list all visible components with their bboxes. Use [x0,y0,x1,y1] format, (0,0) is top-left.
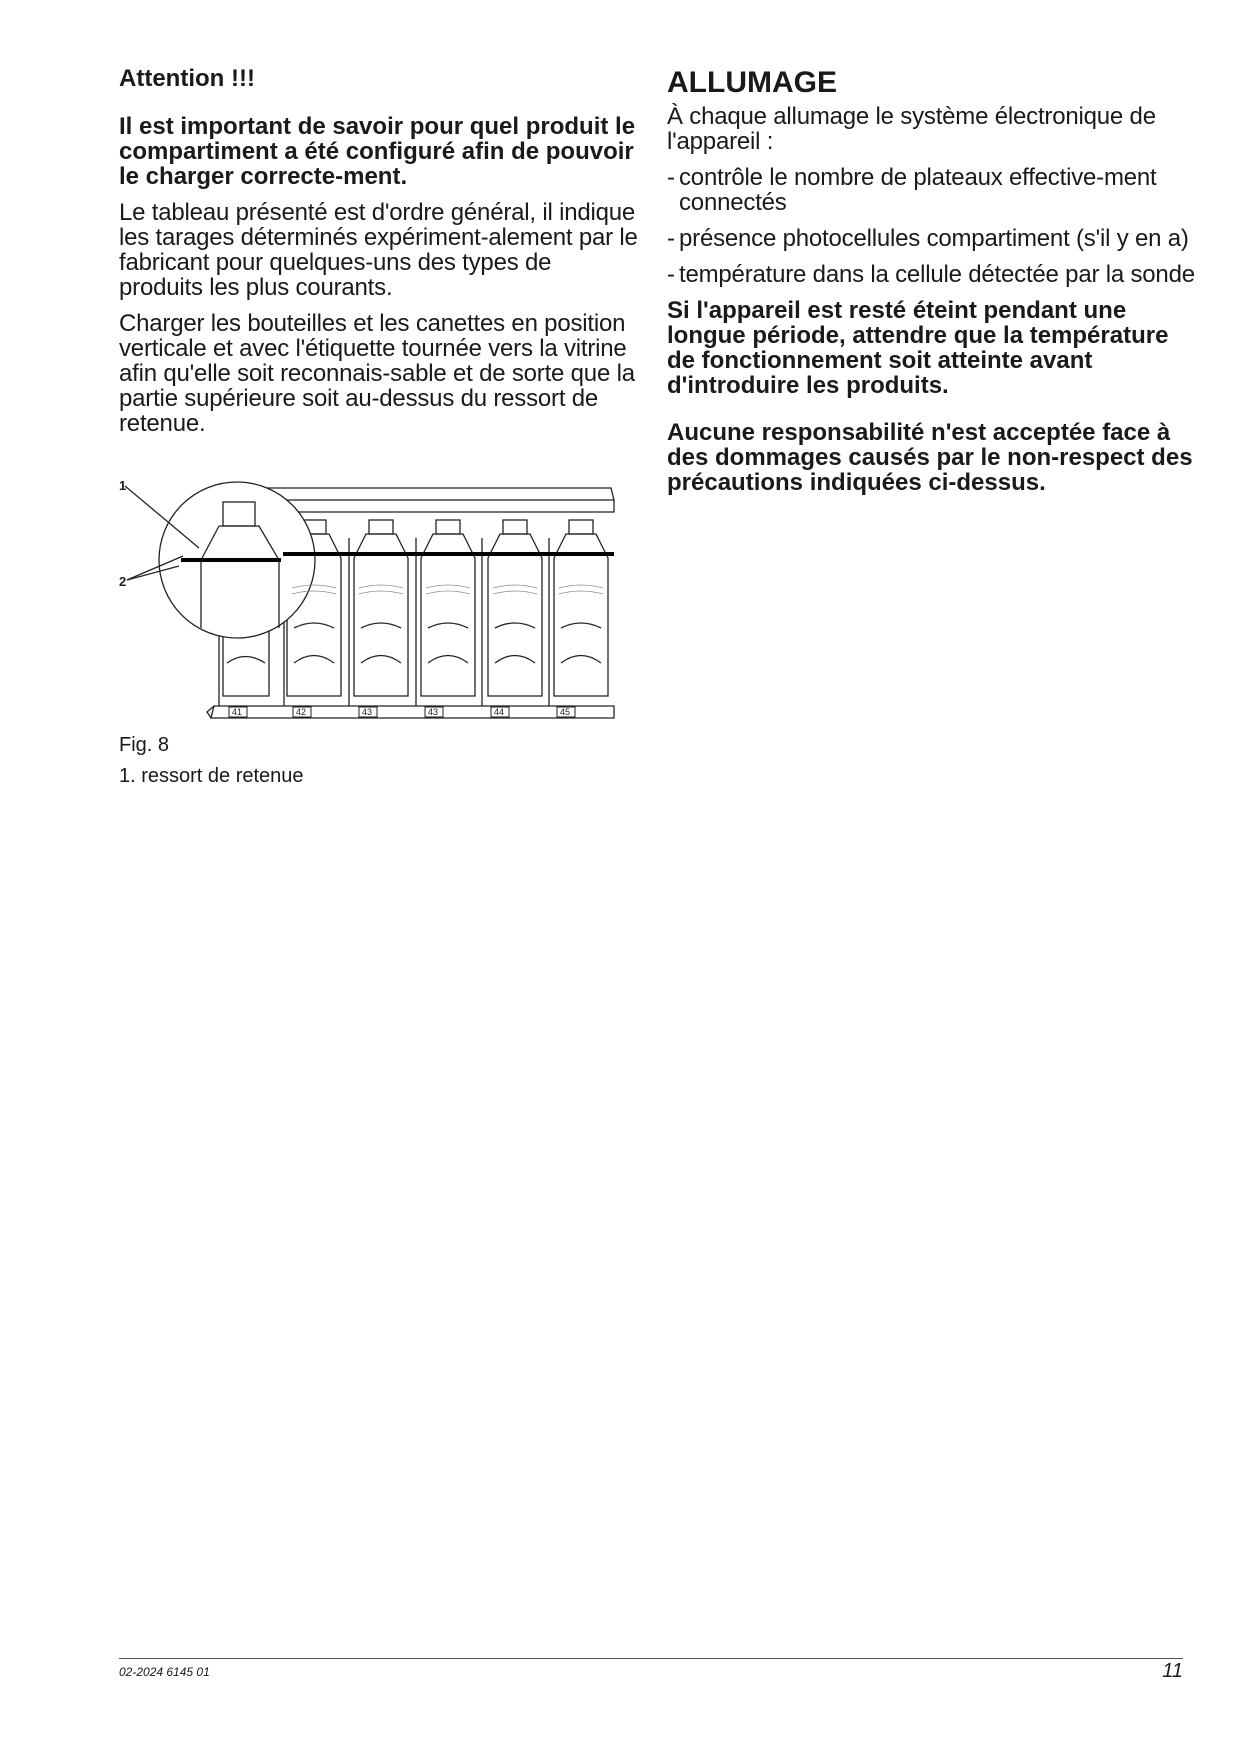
dash-bullet: - [667,261,675,288]
list-item-text: contrôle le nombre de plateaux effective-ment connectés [679,164,1157,216]
right-column [667,66,1197,506]
slot-number: 42 [296,707,307,717]
loading-instructions-paragraph: Charger les bouteilles et les canettes en position verticale et avec l'étiquette tournée vers la vitrine afin qu'elle soit reconnais-sable et de sorte que la partie supérieure soit au-dessus du ressort de retenue. [119,310,635,437]
startup-warning: Si l'appareil est resté éteint pendant une longue période, attendre que la température de fonctionnement soit atteinte avant d'introduire les produits. [667,297,1169,399]
slot-number: 41 [232,707,243,717]
bottle-tray-illustration [119,478,619,728]
figure-legend: 1. ressort de retenue [119,765,304,787]
slot-number: 43 [362,707,373,717]
list-item-text: température dans la cellule détectée par la sonde [679,261,1195,288]
dash-bullet: - [667,164,675,191]
table-description-paragraph: Le tableau présenté est d'ordre général, il indique les tarages déterminés expériment-alement par le fabricant pour quelques-uns des types de produits les plus courants. [119,199,638,301]
footer-divider [119,1658,1183,1659]
intro-paragraph: À chaque allumage le système électronique de l'appareil : [667,103,1156,155]
section-title: ALLUMAGE [667,66,837,99]
configuration-warning: Il est important de savoir pour quel produit le compartiment a été configuré afin de pouvoir le charger correcte-ment. [119,113,636,190]
slot-number: 43 [428,707,439,717]
list-item-text: présence photocellules compartiment (s'il y en a) [679,225,1189,252]
callout-1: 1 [119,478,127,493]
list-item [667,262,1197,287]
slot-number: 45 [560,707,571,717]
list-item [667,226,1197,251]
figure-bottle-tray [119,478,619,728]
callout-2: 2 [119,574,127,589]
slot-number: 44 [494,707,505,717]
document-code: 02-2024 6145 01 [119,1665,210,1679]
attention-heading: Attention !!! [119,65,255,92]
list-item [667,165,1197,215]
dash-bullet: - [667,225,675,252]
liability-warning: Aucune responsabilité n'est acceptée face à des dommages causés par le non-respect des précautions indiquées ci-dessus. [667,419,1193,496]
page-number: 11 [1162,1660,1183,1682]
left-column [119,66,639,447]
figure-caption: Fig. 8 [119,734,170,756]
